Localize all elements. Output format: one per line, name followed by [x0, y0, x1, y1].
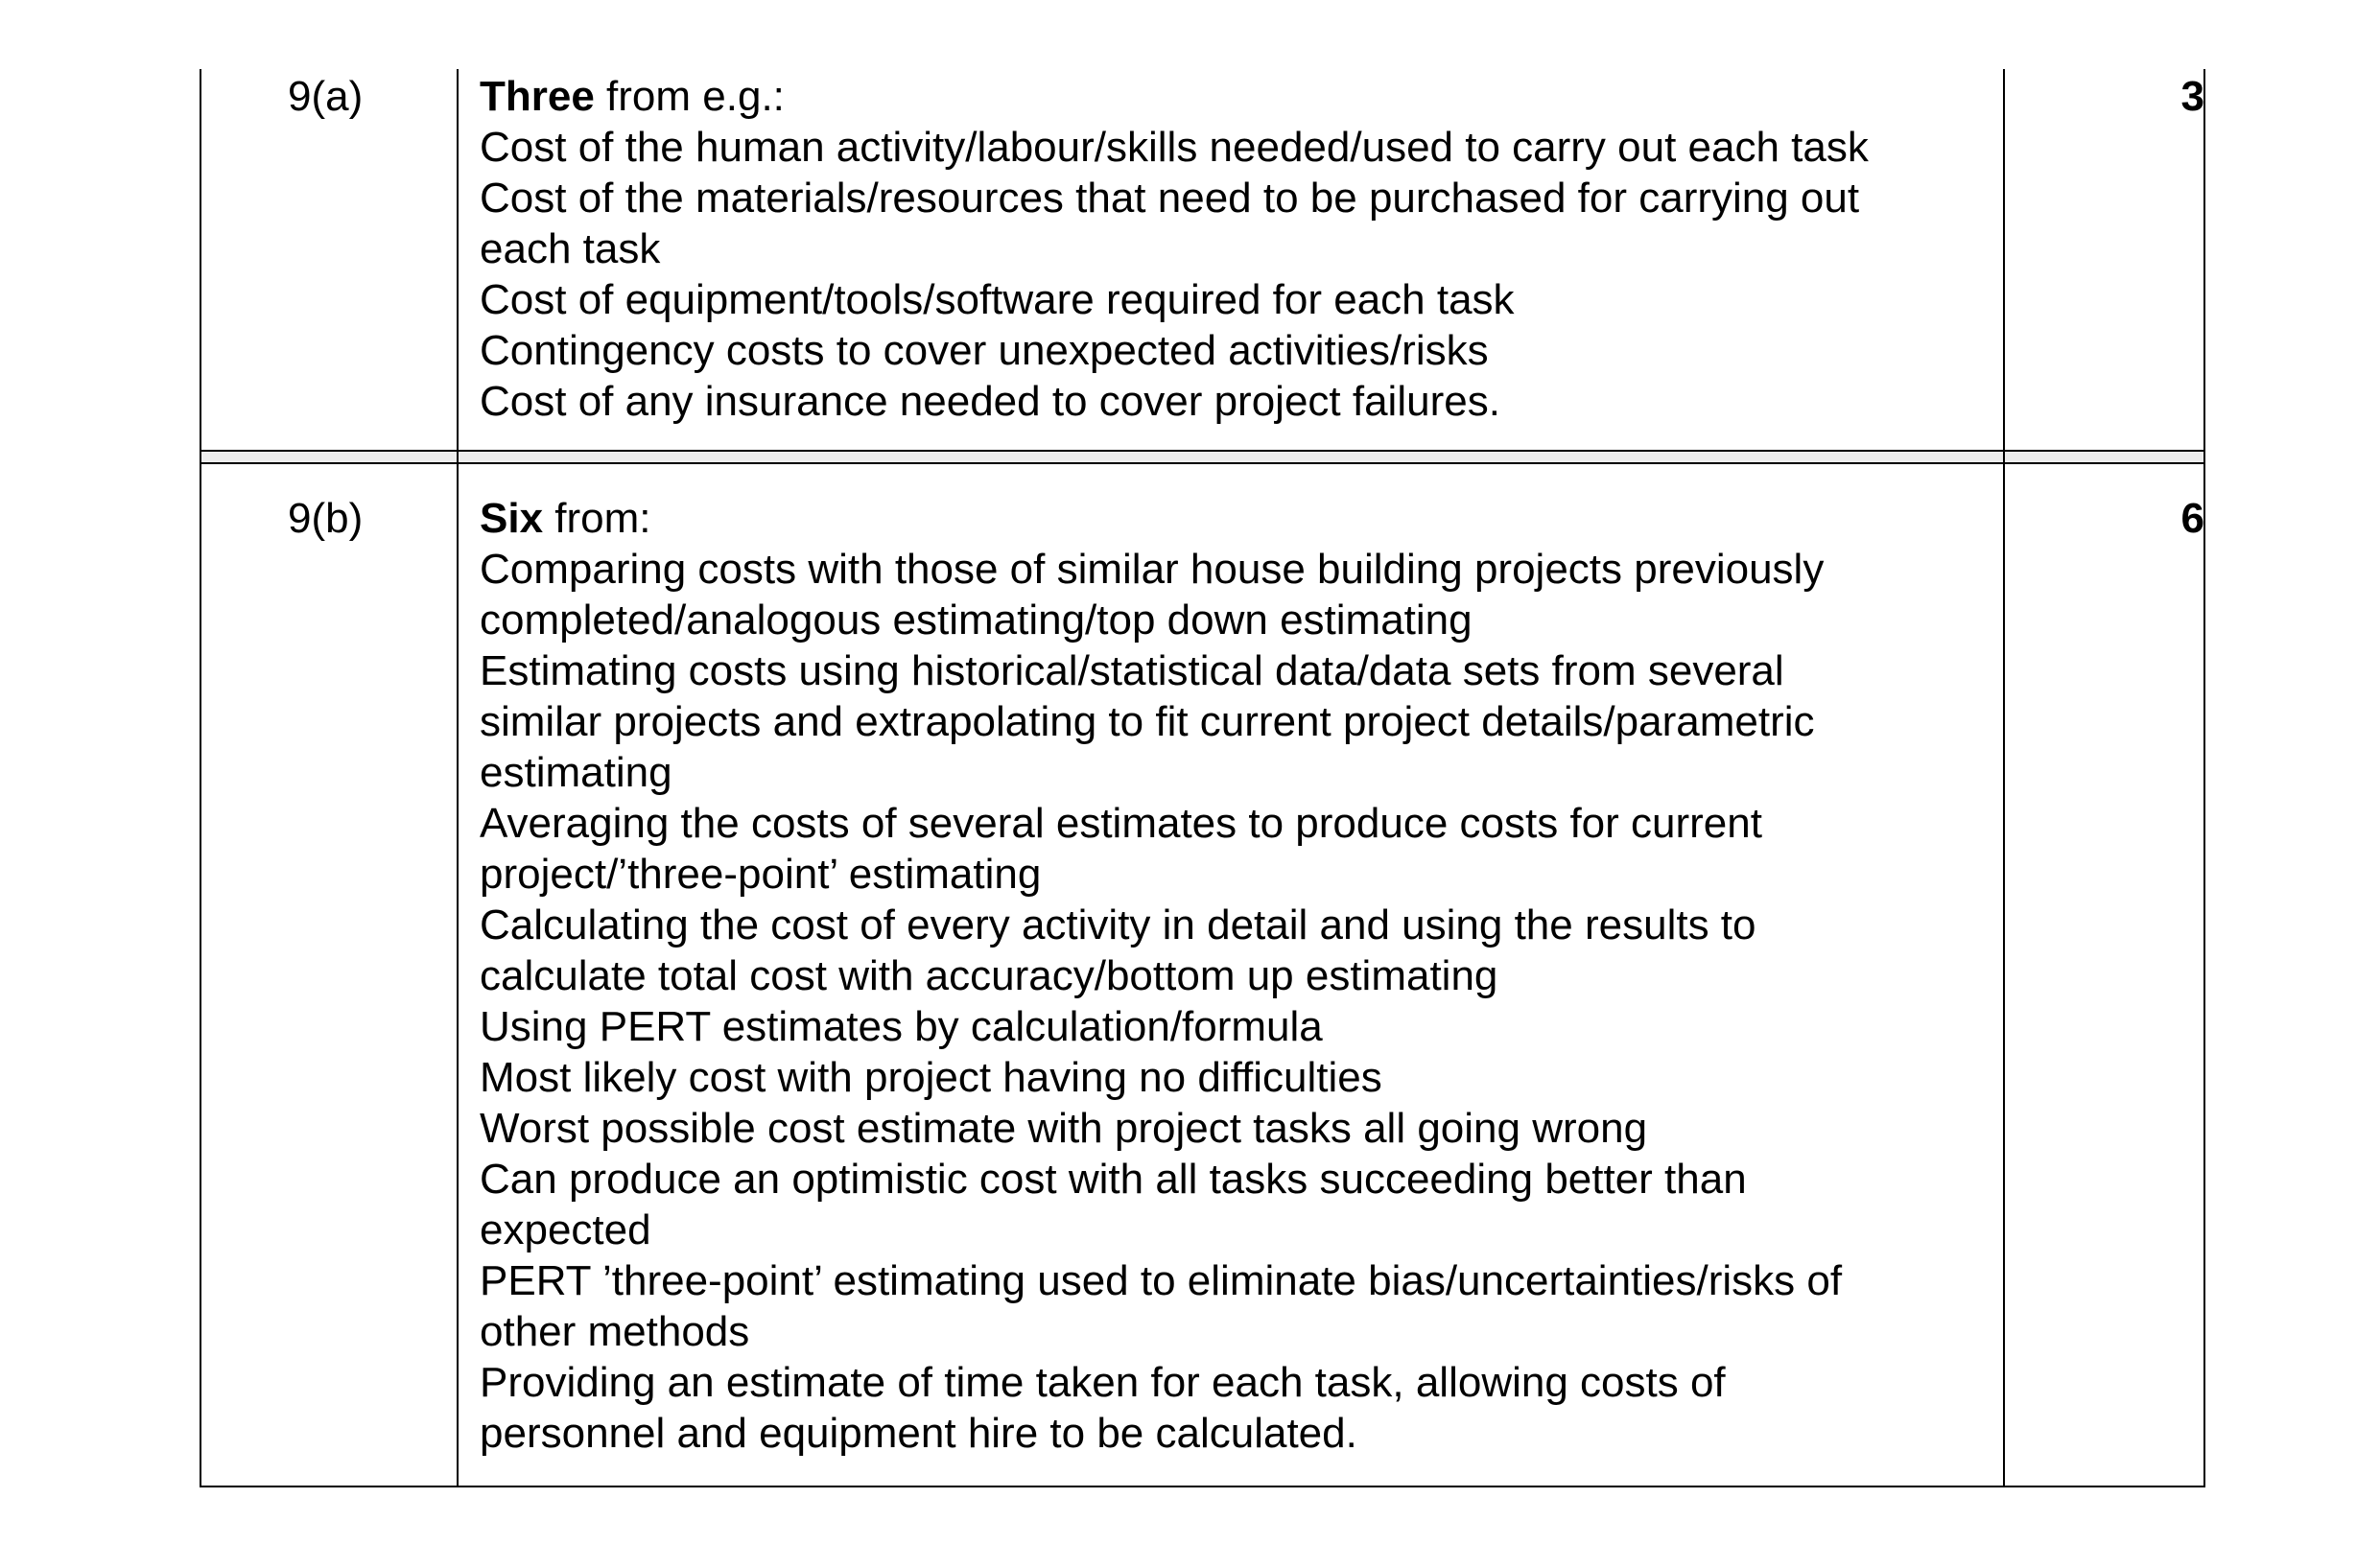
answer-line: completed/analogous estimating/top down estimating	[480, 597, 1473, 644]
answer-line: Cost of the materials/resources that need to be purchased for carrying out	[480, 175, 1860, 222]
answer-line: Using PERT estimates by calculation/formula	[480, 1003, 1323, 1050]
answer-line: PERT ’three-point’ estimating used to eliminate bias/uncertainties/risks of	[480, 1257, 1843, 1304]
answer-line: each task	[480, 225, 661, 272]
answer-line: Cost of any insurance needed to cover project failures.	[480, 378, 1500, 425]
answer-line: Worst possible cost estimate with project tasks all going wrong	[480, 1105, 1648, 1152]
answer-line: Comparing costs with those of similar house building projects previously	[480, 546, 1825, 593]
question-number: 9(b)	[288, 495, 364, 542]
row-separator-bottom	[200, 462, 2205, 464]
answer-line: calculate total cost with accuracy/bottom up estimating	[480, 952, 1498, 999]
row-separator-band	[200, 451, 2205, 462]
answer-line: Averaging the costs of several estimates to produce costs for current	[480, 800, 1762, 847]
answer-line: estimating	[480, 749, 672, 796]
answer-lead-rest: from:	[543, 495, 651, 542]
answer-line: Cost of equipment/tools/software required for each task	[480, 276, 1515, 323]
answer-lead	[480, 71, 1976, 122]
answer-line: Cost of the human activity/labour/skills needed/used to carry out each task	[480, 124, 1869, 171]
column-divider-1	[457, 69, 459, 1487]
answer-lead-rest: from e.g.:	[594, 73, 785, 120]
marks-value: 3	[2180, 73, 2204, 120]
answer-line: expected	[480, 1206, 651, 1253]
answer-lead	[480, 493, 1976, 544]
answer-line: Contingency costs to cover unexpected activities/risks	[480, 327, 1489, 374]
answer-lead-bold: Six	[480, 495, 544, 542]
mark-scheme-table	[200, 69, 2205, 1487]
answer-line: other methods	[480, 1308, 750, 1355]
answer-line: similar projects and extrapolating to fit current project details/parametric	[480, 698, 1815, 745]
answer-line: Providing an estimate of time taken for each task, allowing costs of	[480, 1359, 1726, 1406]
table-border-bottom	[200, 1486, 2205, 1487]
column-divider-2	[2003, 69, 2005, 1487]
marks-value: 6	[2180, 495, 2204, 542]
answer-line: Can produce an optimistic cost with all tasks succeeding better than	[480, 1156, 1747, 1203]
row-separator-top	[200, 450, 2205, 452]
answer-line: Estimating costs using historical/statistical data/data sets from several	[480, 647, 1784, 694]
table-border-left	[200, 69, 201, 1487]
question-number: 9(a)	[288, 73, 364, 120]
answer-line: Most likely cost with project having no difficulties	[480, 1054, 1382, 1101]
answer-line: project/’three-point’ estimating	[480, 851, 1042, 898]
answer-cell	[480, 71, 1976, 427]
answer-lead-bold: Three	[480, 73, 595, 120]
table-border-right	[2203, 69, 2205, 1487]
answer-cell	[480, 493, 1976, 1459]
answer-line: personnel and equipment hire to be calculated.	[480, 1410, 1357, 1457]
answer-line: Calculating the cost of every activity in detail and using the results to	[480, 901, 1756, 948]
